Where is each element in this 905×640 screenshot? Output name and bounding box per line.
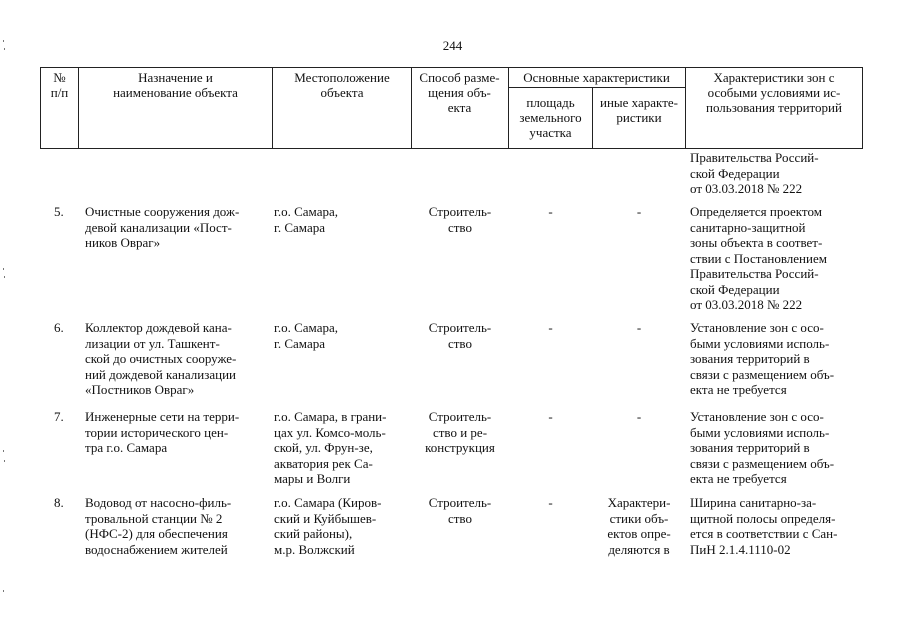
- header-main-characteristics: Основные характеристики: [523, 70, 670, 85]
- row-other: Характери- стики объ- ектов опре- деляются в: [607, 495, 671, 557]
- row-area: -: [548, 204, 553, 219]
- table-top-border: [40, 67, 863, 68]
- row-zones: Определяется проектом санитарно-защитной зоны объекта в соответ- ствии с Постановлением Правительства Россий- ской Федерации от 03.03.2018 № 222: [690, 204, 827, 312]
- row-location: г.о. Самара, в грани- цах ул. Комсо-моль- ской, ул. Фрун-зе, акватория рек Са- мары и Волги: [274, 409, 387, 486]
- row-other: -: [636, 204, 642, 219]
- row-area: -: [548, 495, 553, 510]
- row-method: Строитель- ство: [428, 320, 492, 351]
- table-right-border: [862, 67, 863, 149]
- row-object-name: Очистные сооружения дож- девой канализации «Пост- ников Овраг»: [85, 204, 240, 250]
- row-num: 8.: [54, 495, 64, 510]
- row-zones: Установление зон с осо- быми условиями исполь- зования территорий в связи с размещением объ- екта не требуется: [690, 320, 835, 397]
- scan-speck: [3, 450, 4, 452]
- row-other: -: [636, 320, 642, 335]
- scan-speck: [3, 268, 4, 270]
- header-zones: Характеристики зон с особыми условиями ис- пользования территорий: [706, 70, 842, 115]
- row-zones: Ширина санитарно-за- щитной полосы определя- ется в соответствии с Сан- ПиН 2.1.4.1110-02: [690, 495, 838, 557]
- header-location: Местоположение объекта: [294, 70, 390, 100]
- header-area: площадь земельного участка: [519, 95, 582, 140]
- header-num: № п/п: [50, 70, 69, 100]
- header-method: Способ разме- щения объ- екта: [419, 70, 500, 115]
- row-location: г.о. Самара, г. Самара: [274, 204, 338, 235]
- scan-speck: [4, 460, 5, 462]
- row-method: Строитель- ство и ре- конструкция: [425, 409, 495, 455]
- row-object-name: Инженерные сети на терри- тории исторического цен- тра г.о. Самара: [85, 409, 240, 455]
- header-bottom-border: [40, 148, 863, 149]
- row-other: -: [636, 409, 642, 424]
- row-area: -: [548, 320, 553, 335]
- row-num: 7.: [54, 409, 64, 424]
- row-zones: Установление зон с осо- быми условиями исполь- зования территорий в связи с размещением объ- екта не требуется: [690, 409, 835, 486]
- row-location: г.о. Самара, г. Самара: [274, 320, 338, 351]
- row-num: 5.: [54, 204, 64, 219]
- scan-speck: [4, 48, 5, 50]
- row-num: 6.: [54, 320, 64, 335]
- row-object-name: Коллектор дождевой кана- лизации от ул. Ташкент- ской до очистных сооруже- ний дождевой канализации «Постников Овраг»: [85, 320, 237, 397]
- scan-speck: [3, 590, 4, 592]
- subheader-divider: [508, 87, 685, 88]
- row-method: Строитель- ство: [428, 204, 492, 235]
- scan-speck: [3, 40, 4, 42]
- continuation-zones: Правительства Россий- ской Федерации от 03.03.2018 № 222: [690, 150, 819, 196]
- row-location: г.о. Самара (Киров- ский и Куйбышев- ский районы), м.р. Волжский: [274, 495, 382, 557]
- row-method: Строитель- ство: [428, 495, 492, 526]
- row-area: -: [548, 409, 553, 424]
- page-number: 244: [442, 38, 463, 53]
- row-object-name: Водовод от насосно-филь- тровальной станции № 2 (НФС-2) для обеспечения водоснабжением жителей: [85, 495, 232, 557]
- header-name: Назначение и наименование объекта: [113, 70, 238, 100]
- header-other: иные характе- ристики: [600, 95, 678, 125]
- scan-speck: [4, 276, 5, 278]
